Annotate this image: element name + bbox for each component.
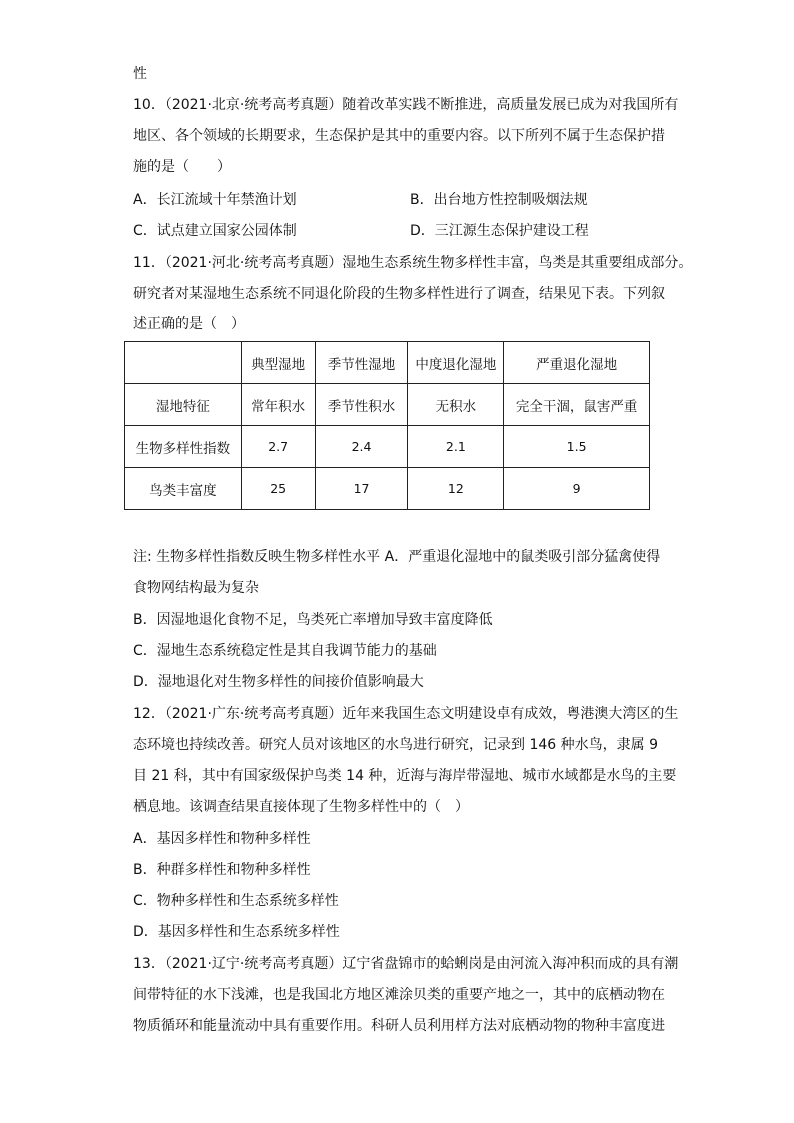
option-a-continued: 食物网结构最为复杂 <box>133 580 259 596</box>
table-cell: 2.1 <box>408 426 504 468</box>
table-note: 注: 生物多样性指数反映生物多样性水平 A．严重退化湿地中的鼠类吸引部分猛禽使得 <box>133 549 661 565</box>
question-12-stem: 目 21 科，其中有国家级保护鸟类 14 种，近海与海岸带湿地、城市水域都是水鸟的主要 <box>133 768 677 784</box>
option-c: C．物种多样性和生态系统多样性 <box>133 893 339 909</box>
option-c: C．湿地生态系统稳定性是其自我调节能力的基础 <box>133 643 437 659</box>
table-header-row <box>125 342 650 384</box>
option-b: B．出台地方性控制吸烟法规 <box>410 192 588 208</box>
option-d: D．三江源生态保护建设工程 <box>410 223 589 239</box>
table-cell: 2.4 <box>315 426 408 468</box>
option-c: C．试点建立国家公园体制 <box>133 223 297 239</box>
table-row <box>125 426 650 468</box>
table-row <box>125 384 650 426</box>
option-a: A．基因多样性和物种多样性 <box>133 831 311 847</box>
question-13-stem: 13．（2021·辽宁·统考高考真题）辽宁省盘锦市的蛤蜊岗是由河流入海冲积而成的具有潮 <box>133 956 679 972</box>
question-11-stem: 研究者对某湿地生态系统不同退化阶段的生物多样性进行了调查，结果见下表。下列叙 <box>133 286 665 302</box>
table-row <box>125 468 650 510</box>
question-11-stem: 11．（2021·河北·统考高考真题）湿地生态系统生物多样性丰富，鸟类是其重要组成部分。 <box>133 255 693 271</box>
table-cell: 生物多样性指数 <box>125 426 242 468</box>
question-11-stem: 述正确的是（ ） <box>133 316 245 332</box>
table-cell: 完全干涸，鼠害严重 <box>504 384 650 426</box>
table-cell: 17 <box>315 468 408 510</box>
question-12-stem: 态环境也持续改善。研究人员对该地区的水鸟进行研究，记录到 146 种水鸟，隶属 9 <box>133 737 658 753</box>
table-header-cell: 中度退化湿地 <box>408 342 504 384</box>
option-b: B．因湿地退化食物不足，鸟类死亡率增加导致丰富度降低 <box>133 612 493 628</box>
table-cell: 1.5 <box>504 426 650 468</box>
text-line: 性 <box>133 66 147 82</box>
table-cell: 鸟类丰富度 <box>125 468 242 510</box>
question-13-stem: 间带特征的水下浅滩，也是我国北方地区滩涂贝类的重要产地之一，其中的底栖动物在 <box>133 987 665 1003</box>
option-d: D．基因多样性和生态系统多样性 <box>133 924 340 940</box>
question-12-stem: 12．（2021·广东·统考高考真题）近年来我国生态文明建设卓有成效，粤港澳大湾区的生 <box>133 706 679 722</box>
question-10-stem: 地区、各个领域的长期要求，生态保护是其中的重要内容。以下所列不属于生态保护措 <box>133 128 665 144</box>
table-cell: 9 <box>504 468 650 510</box>
table-header-cell <box>125 342 242 384</box>
table-cell: 2.7 <box>241 426 315 468</box>
table-header-cell: 严重退化湿地 <box>504 342 650 384</box>
wetland-data-table <box>124 341 650 510</box>
table-cell: 25 <box>241 468 315 510</box>
table-cell: 湿地特征 <box>125 384 242 426</box>
option-d: D．湿地退化对生物多样性的间接价值影响最大 <box>133 674 424 690</box>
option-b: B．种群多样性和物种多样性 <box>133 862 311 878</box>
question-13-stem: 物质循环和能量流动中具有重要作用。科研人员利用样方法对底栖动物的物种丰富度进 <box>133 1018 665 1034</box>
table-cell: 无积水 <box>408 384 504 426</box>
table-cell: 12 <box>408 468 504 510</box>
table-cell: 季节性积水 <box>315 384 408 426</box>
question-12-stem: 栖息地。该调查结果直接体现了生物多样性中的（ ） <box>133 799 469 815</box>
table-header-cell: 季节性湿地 <box>315 342 408 384</box>
table-header-cell: 典型湿地 <box>241 342 315 384</box>
table-cell: 常年积水 <box>241 384 315 426</box>
question-10-stem: 10．（2021·北京·统考高考真题）随着改革实践不断推进，高质量发展已成为对我国所有 <box>133 97 679 113</box>
question-10-stem: 施的是（ ） <box>133 159 231 175</box>
option-a: A．长江流域十年禁渔计划 <box>133 192 297 208</box>
